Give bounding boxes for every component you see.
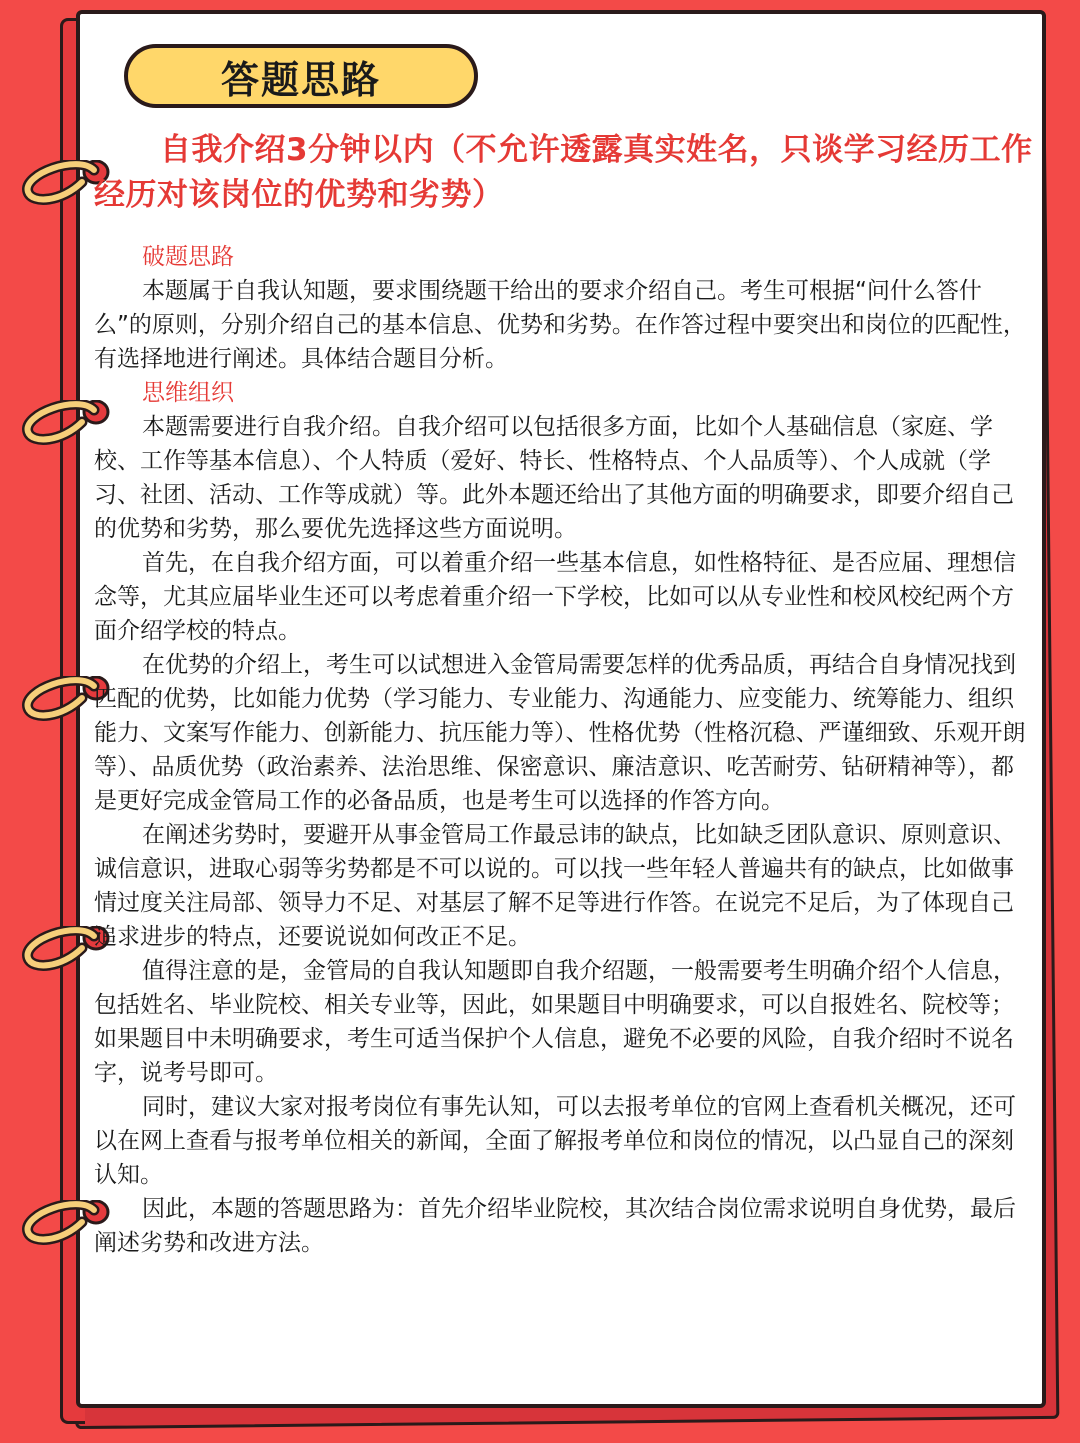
paragraph: 本题需要进行自我介绍。自我介绍可以包括很多方面，比如个人基础信息（家庭、学校、工作等基本信息）、个人特质（爱好、特长、性格特点、个人品质等）、个人成就（学习、社团、活动、工作等成就）等。此外本题还给出了其他方面的明确要求，即要介绍自己的优势和劣势，那么要优先选择这些方面说明。 xyxy=(94,414,1014,542)
breaking-paragraph: 本题属于自我认知题，要求围绕题干给出的要求介绍自己。考生可根据“问什么答什么”的原则，分别介绍自己的基本信息、优势和劣势。在作答过程中要突出和岗位的匹配性，有选择地进行阐述。具体结合题目分析。 xyxy=(94,278,1026,372)
paragraph: 首先，在自我介绍方面，可以着重介绍一些基本信息，如性格特征、是否应届、理想信念等，尤其应届毕业生还可以考虑着重介绍一下学校，比如可以从专业性和校风校纪两个方面介绍学校的特点。 xyxy=(94,550,1016,644)
question-heading: 自我介绍3分钟以内（不允许透露真实姓名，只谈学习经历工作经历对该岗位的优势和劣势） xyxy=(94,132,1033,213)
paragraph: 在优势的介绍上，考生可以试想进入金管局需要怎样的优秀品质，再结合自身情况找到匹配的优势，比如能力优势（学习能力、专业能力、沟通能力、应变能力、统筹能力、组织能力、文案写作能力、创新能力、抗压能力等）、性格优势（性格沉稳、严谨细致、乐观开朗等）、品质优势（政治素养、法治思维、保密意识、廉洁意识、吃苦耐劳、钻研精神等），都是更好完成金管局工作的必备品质，也是考生可以选择的作答方向。 xyxy=(94,652,1026,814)
section-title: 答题思路 xyxy=(220,57,381,102)
breaking-label: 破题思路 xyxy=(142,244,234,270)
paragraph: 值得注意的是，金管局的自我认知题即自我介绍题，一般需要考生明确介绍个人信息，包括姓名、毕业院校、相关专业等，因此，如果题目中明确要求，可以自报姓名、院校等；如果题目中未明确要求，考生可适当保护个人信息，避免不必要的风险，自我介绍时不说名字，说考号即可。 xyxy=(94,958,1016,1086)
section-title-tab xyxy=(124,44,478,108)
answer-body xyxy=(94,240,1030,1260)
thinking-label: 思维组织 xyxy=(142,380,234,406)
paragraph: 因此，本题的答题思路为：首先介绍毕业院校，其次结合岗位需求说明自身优势，最后阐述劣势和改进方法。 xyxy=(94,1196,1016,1256)
paragraph: 在阐述劣势时，要避开从事金管局工作最忌讳的缺点，比如缺乏团队意识、原则意识、诚信意识，进取心弱等劣势都是不可以说的。可以找一些年轻人普遍共有的缺点，比如做事情过度关注局部、领导力不足、对基层了解不足等进行作答。在说完不足后，为了体现自己追求进步的特点，还要说说如何改正不足。 xyxy=(94,822,1016,950)
paragraph: 同时，建议大家对报考岗位有事先认知，可以去报考单位的官网上查看机关概况，还可以在网上查看与报考单位相关的新闻，全面了解报考单位和岗位的情况，以凸显自己的深刻认知。 xyxy=(94,1094,1016,1188)
